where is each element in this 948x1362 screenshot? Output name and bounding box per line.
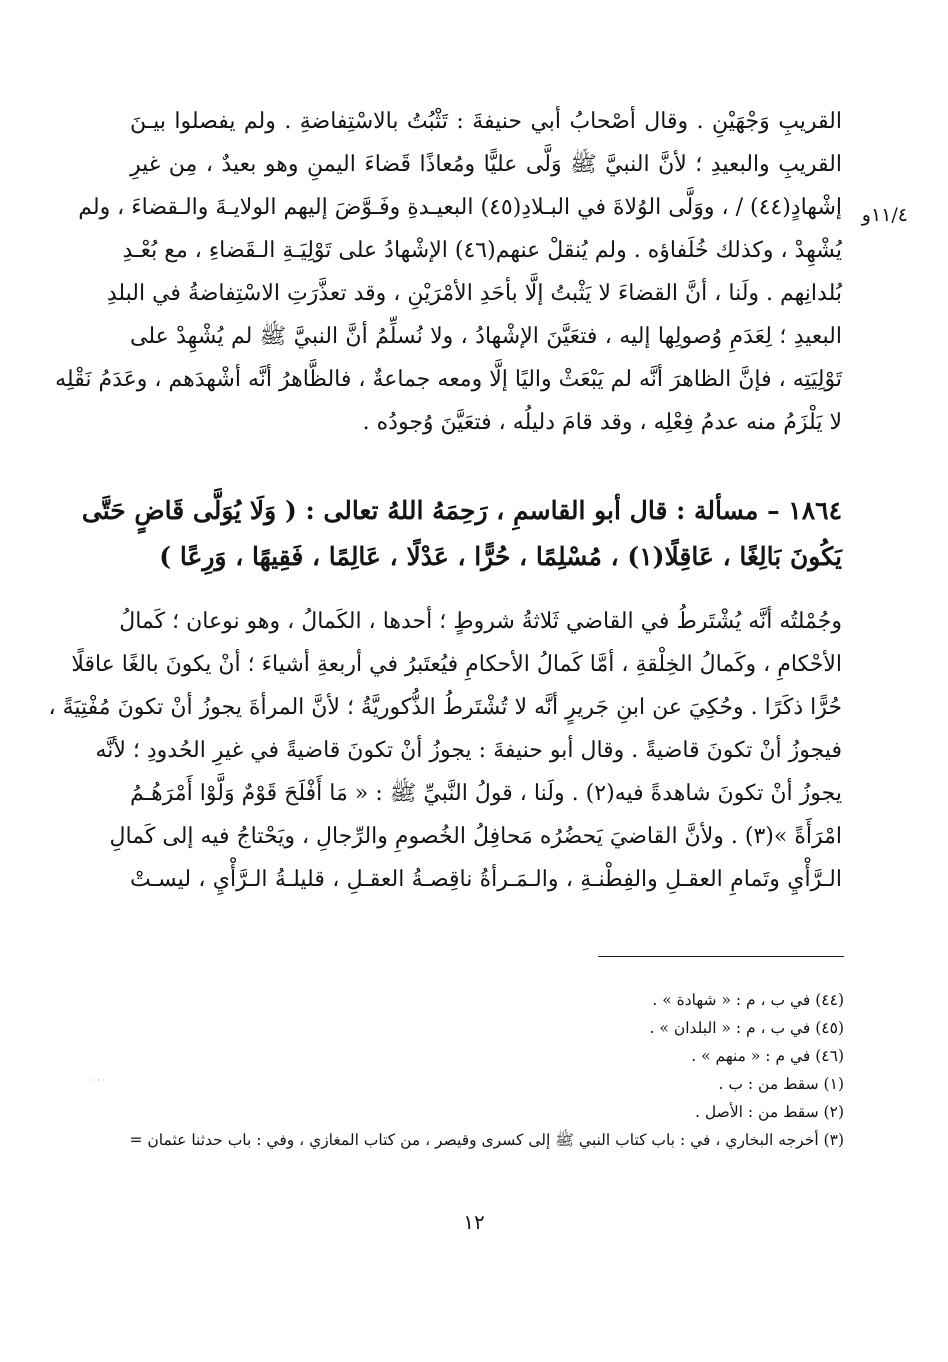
issue-heading	[81, 488, 842, 580]
footnote: (٤٥) في ب ، م : « البلدان » .	[649, 1019, 844, 1037]
text-line: القريبِ وَجْهَيْنِ . وقال أصْحابُ أبي حنيفةَ : تَثْبُتُ بالاسْتِفاضةِ . ولم يفصلوا بيـنَ	[130, 109, 842, 134]
text-line: يجوزُ أنْ تكونَ شاهدةً فيه(٢) . ولَنا ، قولُ النَّبيِّ ﷺ : « مَا أَفْلَحَ قَوْمٌ وَلَّوْا أَمْرَهُـمُ	[130, 781, 842, 806]
footnote: (٣) أخرجه البخاري ، في : باب كتاب النبي ﷺ إلى كسرى وقيصر ، من كتاب المغازي ، وفي : باب حدثنا عثمان =	[129, 1131, 844, 1149]
text-line: حُرًّا ذكَرًا . وحُكِيَ عن ابنِ جَريرٍ أنَّه لا تُشْتَرطُ الذُّكوريَّةُ ؛ لأنَّ المرأةَ يجوزُ أنْ تكونَ مُفْتِيَةً ،	[48, 695, 842, 720]
text-line: القريبِ والبعيدِ ؛ لأنَّ النبيَّ ﷺ وَلَّى عليًّا ومُعاذًا قَضاءَ اليمنِ وهو بعيدٌ ، مِن غيرِ	[130, 152, 842, 177]
footnote: (٤٤) في ب ، م : « شهادة » .	[652, 991, 844, 1009]
footnote: (٢) سقط من : الأصل .	[695, 1103, 844, 1121]
text-line: الـرَّأْيِ وتَمامِ العقـلِ والفِطْنـةِ ، والـمَـرأةُ ناقِصـةُ العقـلِ ، قليلـةُ الـرَّأْيِ ، ليسـتْ	[130, 867, 842, 892]
page-number: ١٢	[463, 1210, 485, 1234]
footnote: (٤٦) في م : « منهم » .	[691, 1047, 844, 1065]
scan-speck: · · ·	[92, 1076, 105, 1085]
text-line: امْرَأَةً »(٣) . ولأنَّ القاضيَ يَحضُرُه مَحافِلُ الخُصومِ والرِّجالِ ، ويَحْتاجُ فيه إلى كَمالِ	[109, 824, 842, 849]
text-line: وجُمْلتُه أنَّه يُشْتَرطُ في القاضي ثَلاثةُ شروطٍ ؛ أحدها ، الكَمالُ ، وهو نوعان ؛ كَمالُ	[119, 609, 842, 634]
text-line: إشْهادٍ(٤٤) / ، ووَلَّى الوُلاةَ في البـلادِ(٤٥) البعيـدةِ وفَـوَّضَ إليهم الولايـةَ والـقضاءَ ، ولم	[78, 195, 842, 220]
margin-manuscript-reference: ١١/٤و	[861, 204, 908, 226]
footnote: (١) سقط من : ب .	[718, 1075, 844, 1093]
text-line: البعيدِ ؛ لِعَدَمِ وُصولِها إليه ، فتعَيَّنَ الإشْهادُ ، ولا نُسلِّمُ أنَّ النبيَّ ﷺ لم يُشْهِدْ على	[130, 324, 842, 349]
text-line: يُشْهِدْ ، وكذلك خُلَفاؤه . ولم يُنقلْ عنهم(٤٦) الإشْهادُ على تَوْلِيَـةِ الـقَضاءِ ، مع بُعْـدِ	[122, 238, 842, 263]
text-line: لا يَلْزَمُ منه عدمُ فِعْلِه ، وقد قامَ دليلُه ، فتعَيَّنَ وُجودُه .	[362, 410, 842, 435]
text-line: بُلدانِهم . ولَنا ، أنَّ القضاءَ لا يَثْبتُ إلَّا بأحَدِ الأمْرَيْنِ ، وقد تعذَّرَتِ الاسْتِفاضةُ في البلدِ	[106, 281, 842, 306]
footnote-separator	[598, 956, 844, 957]
heading-line: يَكُونَ بَالِغًا ، عَاقِلًا(١) ، مُسْلِمًا ، حُرًّا ، عَدْلًا ، عَالِمًا ، فَقِيهًا ، وَرِعًا )	[159, 542, 842, 571]
text-line: الأحْكامِ ، وكَمالُ الخِلْقةِ ، أمَّا كَمالُ الأحكامِ فيُعتَبرُ في أربعةِ أشياءَ ؛ أنْ يكونَ بالغًا عاقلًا	[71, 652, 842, 677]
text-line: تَوْلِيَتِه ، فإنَّ الظاهرَ أنَّه لم يَبْعَثْ واليًا إلَّا ومعه جماعةٌ ، فالظَّاهرُ أنَّه أشْهدَهم ، وعَدَمُ نَقْلِه	[55, 367, 842, 392]
heading-line: ١٨٦٤ – مسألة : قال أبو القاسمِ ، رَحِمَهُ اللهُ تعالى : ( وَلَا يُوَلَّى قَاضٍ حَتَّى	[81, 496, 842, 525]
footnotes	[100, 986, 844, 1154]
paragraph-1	[55, 100, 842, 444]
paragraph-3	[48, 600, 842, 901]
text-line: فيجوزُ أنْ تكونَ قاضيةً . وقال أبو حنيفةَ : يجوزُ أنْ تكونَ قاضيةً في غيرِ الحُدودِ ؛ لأنَّه	[95, 738, 842, 763]
